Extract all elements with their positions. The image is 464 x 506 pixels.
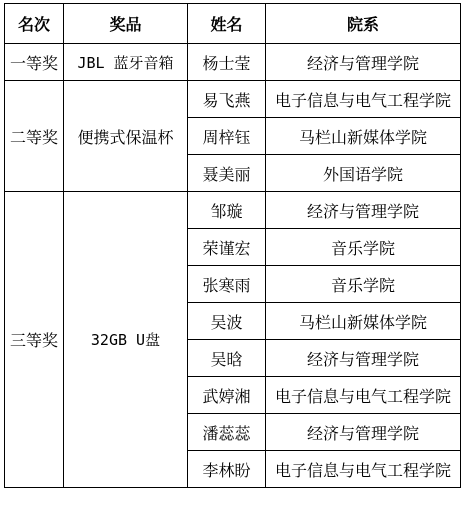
- dept-header: 院系: [266, 4, 461, 44]
- name-cell: 潘蕊蕊: [188, 414, 266, 451]
- name-cell: 李林盼: [188, 451, 266, 488]
- name-cell: 杨士莹: [188, 44, 266, 81]
- dept-cell: 马栏山新媒体学院: [266, 303, 461, 340]
- dept-cell: 经济与管理学院: [266, 192, 461, 229]
- name-cell: 张寒雨: [188, 266, 266, 303]
- dept-cell: 经济与管理学院: [266, 414, 461, 451]
- name-cell: 武婷湘: [188, 377, 266, 414]
- name-cell: 荣谨宏: [188, 229, 266, 266]
- rank-cell: 二等奖: [5, 81, 64, 192]
- rank-cell: 三等奖: [5, 192, 64, 488]
- prize-cell: 32GB U盘: [64, 192, 188, 488]
- dept-cell: 电子信息与电气工程学院: [266, 81, 461, 118]
- name-header: 姓名: [188, 4, 266, 44]
- name-cell: 吴波: [188, 303, 266, 340]
- name-cell: 聂美丽: [188, 155, 266, 192]
- rank-header: 名次: [5, 4, 64, 44]
- prize-cell: 便携式保温杯: [64, 81, 188, 192]
- award-table: [4, 3, 461, 488]
- name-cell: 周梓钰: [188, 118, 266, 155]
- dept-cell: 经济与管理学院: [266, 340, 461, 377]
- table-row: [5, 192, 461, 229]
- name-cell: 邹璇: [188, 192, 266, 229]
- dept-cell: 音乐学院: [266, 229, 461, 266]
- rank-cell: 一等奖: [5, 44, 64, 81]
- dept-cell: 外国语学院: [266, 155, 461, 192]
- header-row: [5, 4, 461, 44]
- dept-cell: 电子信息与电气工程学院: [266, 377, 461, 414]
- dept-cell: 经济与管理学院: [266, 44, 461, 81]
- dept-cell: 电子信息与电气工程学院: [266, 451, 461, 488]
- dept-cell: 马栏山新媒体学院: [266, 118, 461, 155]
- name-cell: 易飞燕: [188, 81, 266, 118]
- table-row: [5, 81, 461, 118]
- dept-cell: 音乐学院: [266, 266, 461, 303]
- name-cell: 吴晗: [188, 340, 266, 377]
- prize-header: 奖品: [64, 4, 188, 44]
- award-list: [4, 3, 461, 488]
- prize-cell: JBL 蓝牙音箱: [64, 44, 188, 81]
- table-row: [5, 44, 461, 81]
